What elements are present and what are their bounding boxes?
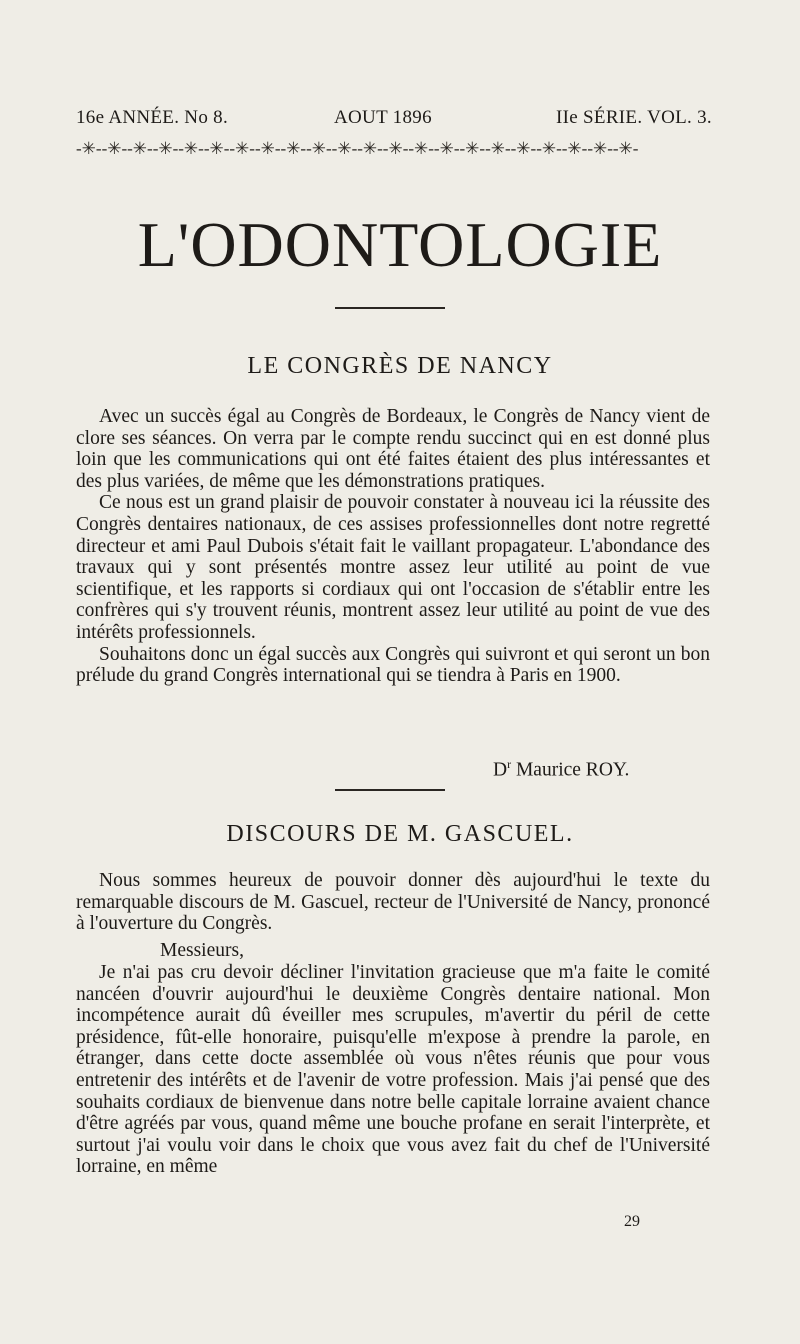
speech-salutation: Messieurs,	[160, 940, 244, 961]
series-volume: IIe SÉRIE. VOL. 3.	[556, 107, 712, 128]
running-header	[76, 107, 712, 133]
article-title-congres: LE CONGRÈS DE NANCY	[247, 353, 553, 379]
issue-number: 16e ANNÉE. No 8.	[76, 107, 229, 128]
paragraph: Avec un succès égal au Congrès de Bordeaux, le Congrès de Nancy vient de clore ses séances. On verra par le compte rendu succinct qui en est donné plus loin que les communications qui ont été faites étaient des plus intéressantes et des plus variées, de même que les démonstrations pratiques.	[76, 406, 710, 492]
author-signature	[493, 753, 713, 782]
article-intro-discours	[76, 870, 710, 935]
paragraph: Je n'ai pas cru devoir décliner l'invitation gracieuse que m'a faite le comité nancéen d'ouvrir aujourd'hui le deuxième Congrès dentaire national. Mon incompétence aurait dû éveiller mes scrupules, m'avertir du péril de cette présidence, fût-elle honoraire, puisqu'elle m'expose à prendre la parole, en étranger, dans cette docte assemblée où vous n'êtes réunis que pour vous entretenir des intérêts et de l'avenir de votre profession. Mais j'ai pensé que des souhaits cordiaux de bienvenue dans notre belle capitale lorraine avaient chance d'être agréés par vous, quand même une bouche profane en serait l'interprète, et surtout j'ai voulu voir dans le choix que vous avez fait du chef de l'Université lorraine, en même	[76, 962, 710, 1178]
page-number: 29	[624, 1213, 640, 1230]
article-body-congres	[76, 406, 710, 687]
article-title-discours: DISCOURS DE M. GASCUEL.	[226, 821, 574, 847]
ornamental-border: -✳--✳--✳--✳--✳--✳--✳--✳--✳--✳--✳--✳--✳--✳--✳--✳--✳--✳--✳--✳--✳--✳-	[76, 139, 639, 158]
paragraph: Souhaitons donc un égal succès aux Congrès qui suivront et qui seront un bon prélude du grand Congrès international qui se tiendra à Paris en 1900.	[76, 643, 710, 687]
journal-title: L'ODONTOLOGIE	[137, 209, 663, 280]
signature-sup: r	[507, 757, 512, 771]
signature-prefix: D	[493, 759, 508, 781]
issue-date: AOUT 1896	[334, 107, 432, 128]
signature-name: Maurice ROY.	[511, 759, 630, 781]
paragraph: Ce nous est un grand plaisir de pouvoir constater à nouveau ici la réussite des Congrès dentaires nationaux, de ces assises professionnelles dont notre regretté directeur et ami Paul Dubois s'était fait le vaillant propagateur. L'abondance des travaux qui y sont présentés montre assez leur utilité au point de vue scientifique, et les rapports si cordiaux qui ont l'occasion de s'établir entre les confrères qui s'y trouvent réunis, montrent assez leur utilité au point de vue des intérêts professionnels.	[76, 492, 710, 643]
paragraph: Nous sommes heureux de pouvoir donner dès aujourd'hui le texte du remarquable discours de M. Gascuel, recteur de l'Université de Nancy, prononcé à l'ouverture du Congrès.	[76, 870, 710, 935]
divider-rule	[335, 789, 445, 791]
divider-rule	[335, 307, 445, 309]
speech-body	[76, 962, 710, 1178]
